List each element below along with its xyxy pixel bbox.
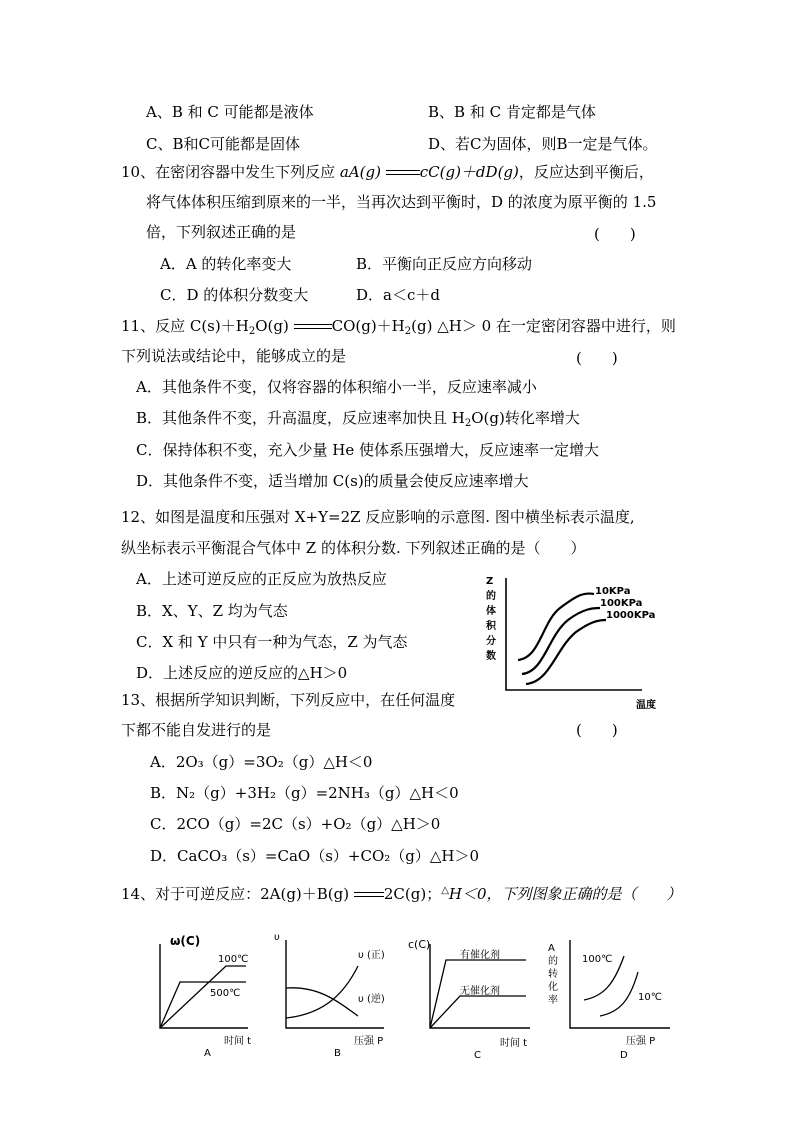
q9-option-c: C、B和C可能都是固体 (146, 135, 300, 153)
q12-option-a: A．上述可逆反应的正反应为放热反应 (136, 570, 387, 588)
q12-option-b: B．X、Y、Z 均为气态 (136, 602, 288, 620)
q12-chart (478, 572, 658, 710)
q13-line2: 下都不能自发进行的是 (121, 721, 272, 739)
q11-option-c: C．保持体积不变，充入少量 He 使体系压强增大，反应速率一定增大 (136, 441, 599, 459)
graph-c-curve-without-catalyst (430, 996, 526, 1028)
graph-d-label-100c: 100℃ (582, 954, 613, 965)
q10-option-b: B．平衡向正反应方向移动 (356, 255, 533, 273)
q12-series-1000kpa (526, 620, 606, 684)
graph-d-curve-10c (600, 972, 638, 1016)
q13-option-c: C．2CO（g）=2C（s）+O₂（g）△H＞0 (150, 815, 441, 833)
graph-d-label-10c: 10℃ (638, 992, 662, 1003)
q10-stem: 10、在密闭容器中发生下列反应 aA(g) cC(g)＋dD(g)，反应达到平衡后， (121, 163, 654, 181)
q14-graph-b (274, 930, 404, 1060)
q9-option-a: A、B 和 C 可能都是液体 (146, 103, 314, 121)
graph-c-caption: C (474, 1050, 481, 1061)
q12-option-d: D．上述反应的逆反应的△H＞0 (136, 664, 348, 682)
q11-answer-paren: ( ) (576, 349, 618, 367)
q11-option-a: A．其他条件不变，仅将容器的体积缩小一半，反应速率减小 (136, 378, 537, 396)
q11-line2: 下列说法或结论中，能够成立的是 (121, 347, 347, 365)
graph-b-caption: B (334, 1048, 341, 1059)
q12-legend-1000kpa: 1000KPa (606, 610, 656, 621)
q10-option-c: C．D 的体积分数变大 (160, 286, 309, 304)
q13-option-b: B．N₂（g）+3H₂（g）=2NH₃（g）△H＜0 (150, 784, 459, 802)
q12-option-c: C．X 和 Y 中只有一种为气态，Z 为气态 (136, 633, 408, 651)
q12-series-100kpa (522, 608, 600, 674)
q10-option-d: D．a＜c＋d (356, 286, 440, 304)
graph-a-label-100c: 100℃ (218, 954, 249, 965)
q12-chart-ylabel: Z 的 体 积 分 数 (486, 576, 496, 662)
graph-c-ylabel: c(C) (408, 938, 431, 951)
graph-c-xlabel: 时间 t (500, 1038, 528, 1049)
q13-option-a: A．2O₃（g）=3O₂（g）△H＜0 (150, 753, 373, 771)
q14-graph-a (148, 930, 268, 1060)
graph-b-curve-reverse (286, 988, 358, 1016)
q13-option-d: D．CaCO₃（s）=CaO（s）+CO₂（g）△H＞0 (150, 847, 480, 865)
q9-option-d: D、若C为固体，则B一定是气体。 (428, 135, 658, 153)
q12-line2: 纵坐标表示平衡混合气体中 Z 的体积分数. 下列叙述正确的是（ ） (121, 539, 586, 557)
q11-option-b: B．其他条件不变，升高温度，反应速率加快且 $H_2O(g)$转化率增大 (136, 409, 580, 429)
q9-option-b: B、B 和 C 肯定都是气体 (428, 103, 596, 121)
q13-answer-paren: ( ) (576, 721, 618, 739)
q13-line1: 13、根据所学知识判断，下列反应中，在任何温度 (121, 691, 456, 709)
q11-stem: 11、反应 $C(s)+H_2O(g)$ $CO(g)+H_2(g)$ △H＞ 0 在一定密闭容器中进行，则 (121, 317, 676, 337)
q10-answer-paren: ( ) (594, 225, 636, 243)
graph-b-label-forward: υ (正) (358, 950, 385, 961)
graph-d-ylabel: A 的 转 化 率 (548, 943, 558, 1006)
q14-graph-c (408, 930, 548, 1061)
graph-d-caption: D (620, 1050, 628, 1061)
equilibrium-arrow-icon (294, 322, 332, 332)
equilibrium-arrow-icon (354, 890, 384, 900)
q10-line2: 将气体体积压缩到原来的一半，当再次达到平衡时，D 的浓度为原平衡的 1.5 (146, 193, 657, 211)
graph-b-curve-forward (286, 966, 358, 1018)
graph-b-xlabel: 压强 P (354, 1036, 384, 1047)
q14-stem: 14、对于可逆反应：2A(g)＋B(g) 2C(g)；△H＜0，下列图象正确的是（ ） (121, 885, 682, 903)
graph-c-label-with-catalyst: 有催化剂 (460, 950, 500, 961)
graph-d-xlabel: 压强 P (626, 1036, 656, 1047)
graph-c-label-without-catalyst: 无催化剂 (460, 986, 500, 997)
q12-legend-100kpa: 100KPa (600, 598, 643, 609)
graph-a-caption: A (204, 1048, 211, 1059)
q10-line3: 倍，下列叙述正确的是 (146, 223, 297, 241)
graph-b-ylabel: υ (274, 932, 280, 943)
q12-chart-xlabel: 温度 (636, 700, 656, 711)
graph-a-ylabel: ω(C) (170, 934, 201, 948)
q11-option-d: D．其他条件不变，适当增加 C(s)的质量会使反应速率增大 (136, 472, 529, 490)
q12-legend-10kpa: 10KPa (595, 586, 631, 597)
graph-b-label-reverse: υ (逆) (358, 994, 385, 1005)
q12-line1: 12、如图是温度和压强对 X+Y=2Z 反应影响的示意图. 图中横坐标表示温度, (121, 508, 635, 526)
q14-graph-d (548, 930, 678, 1060)
graph-a-label-500c: 500℃ (210, 988, 241, 999)
equilibrium-arrow-icon (386, 168, 420, 178)
q10-option-a: A．A 的转化率变大 (160, 255, 292, 273)
graph-a-xlabel: 时间 t (224, 1036, 252, 1047)
